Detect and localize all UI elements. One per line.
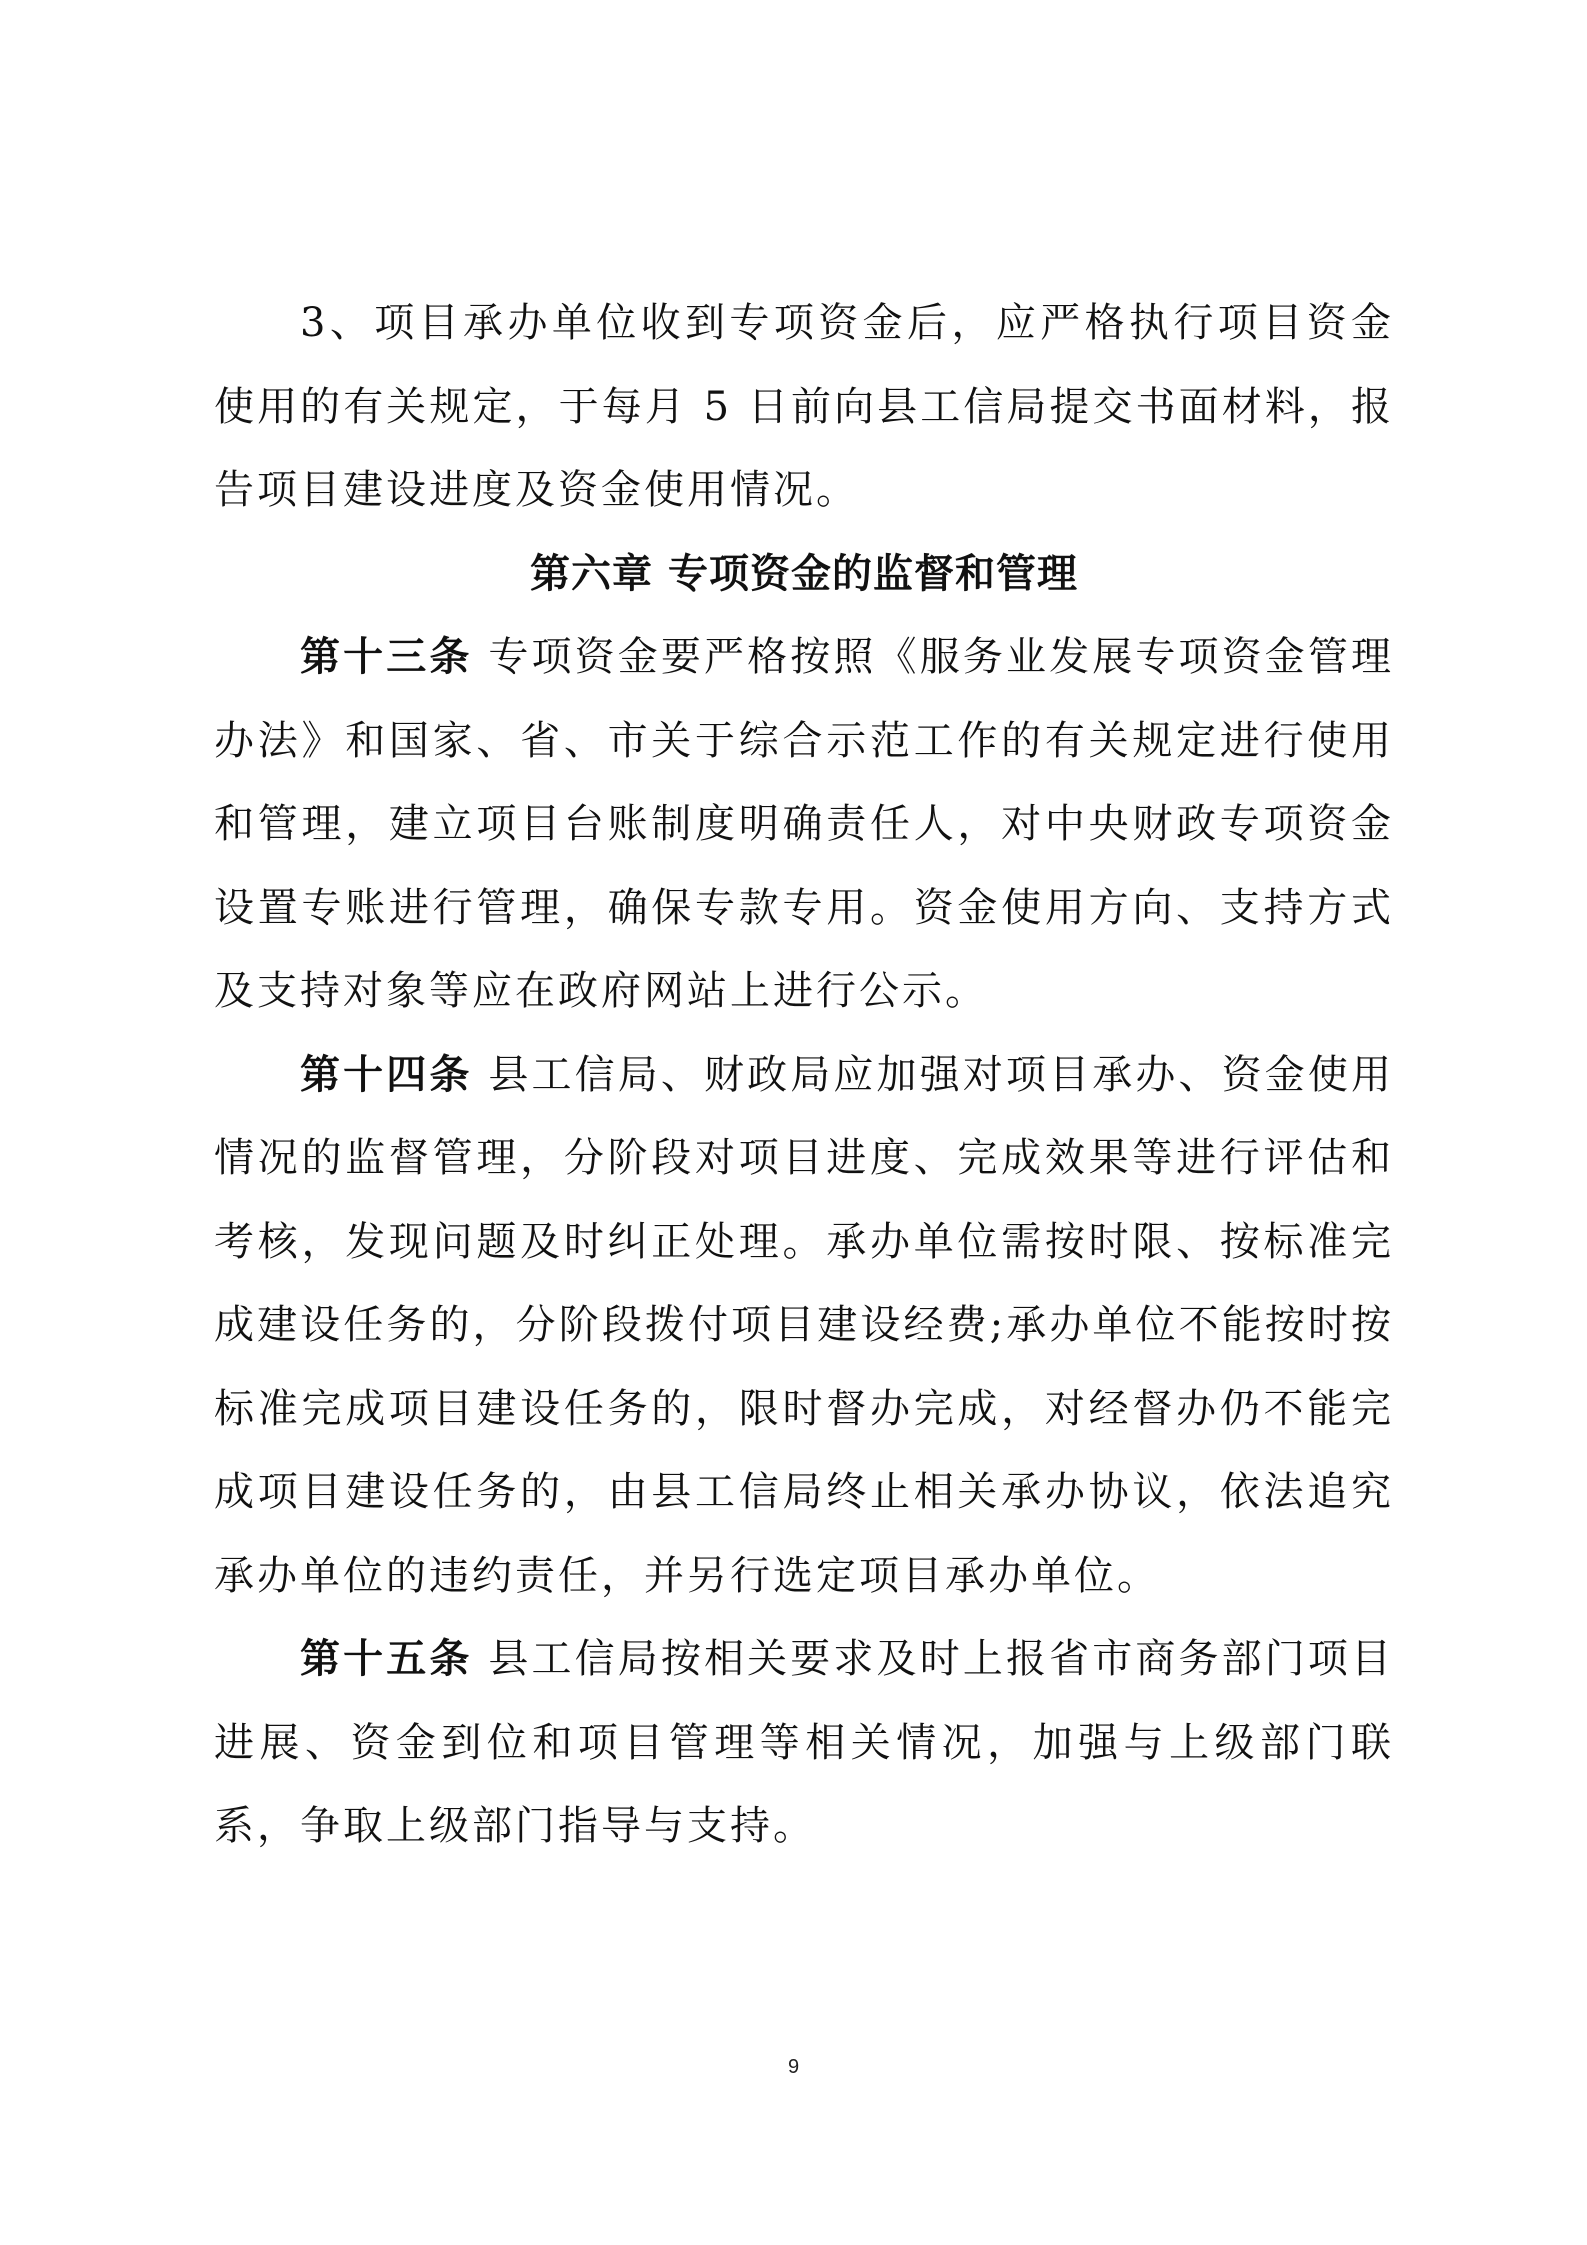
article-text: 县工信局、财政局应加强对项目承办、资金使用情况的监督管理，分阶段对项目进度、完成效果等进行评估和考核，发现问题及时纠正处理。承办单位需按时限、按标准完成建设任务的，分阶段拨付项目建设经费;承办单位不能按时按标准完成项目建设任务的，限时督办完成，对经督办仍不能完成项目建设任务的，由县工信局终止相关承办协议，依法追究承办单位的违约责任，并另行选定项目承办单位。: [214, 1051, 1395, 1599]
article-text: 县工信局按相关要求及时上报省市商务部门项目进展、资金到位和项目管理等相关情况，加强与上级部门联系，争取上级部门指导与支持。: [214, 1636, 1395, 1849]
article-15: [214, 1618, 1394, 1869]
article-14: [214, 1034, 1394, 1619]
article-label: 第十五条: [300, 1636, 473, 1682]
chapter-heading: 第六章 专项资金的监督和管理: [530, 550, 1078, 597]
document-body: [214, 282, 1394, 1869]
article-label: 第十三条: [300, 634, 473, 680]
paragraph-item-3: [214, 282, 1394, 533]
article-label: 第十四条: [300, 1051, 473, 1098]
article-13: [214, 616, 1394, 1034]
paragraph-text: 3、项目承办单位收到专项资金后，应严格执行项目资金使用的有关规定，于每月 5 日前向县工信局提交书面材料，报告项目建设进度及资金使用情况。: [214, 300, 1394, 513]
article-text: 专项资金要严格按照《服务业发展专项资金管理办法》和国家、省、市关于综合示范工作的有关规定进行使用和管理，建立项目台账制度明确责任人，对中央财政专项资金设置专账进行管理，确保专款专用。资金使用方向、支持方式及支持对象等应在政府网站上进行公示。: [214, 634, 1395, 1014]
page-number: 9: [787, 2056, 800, 2078]
